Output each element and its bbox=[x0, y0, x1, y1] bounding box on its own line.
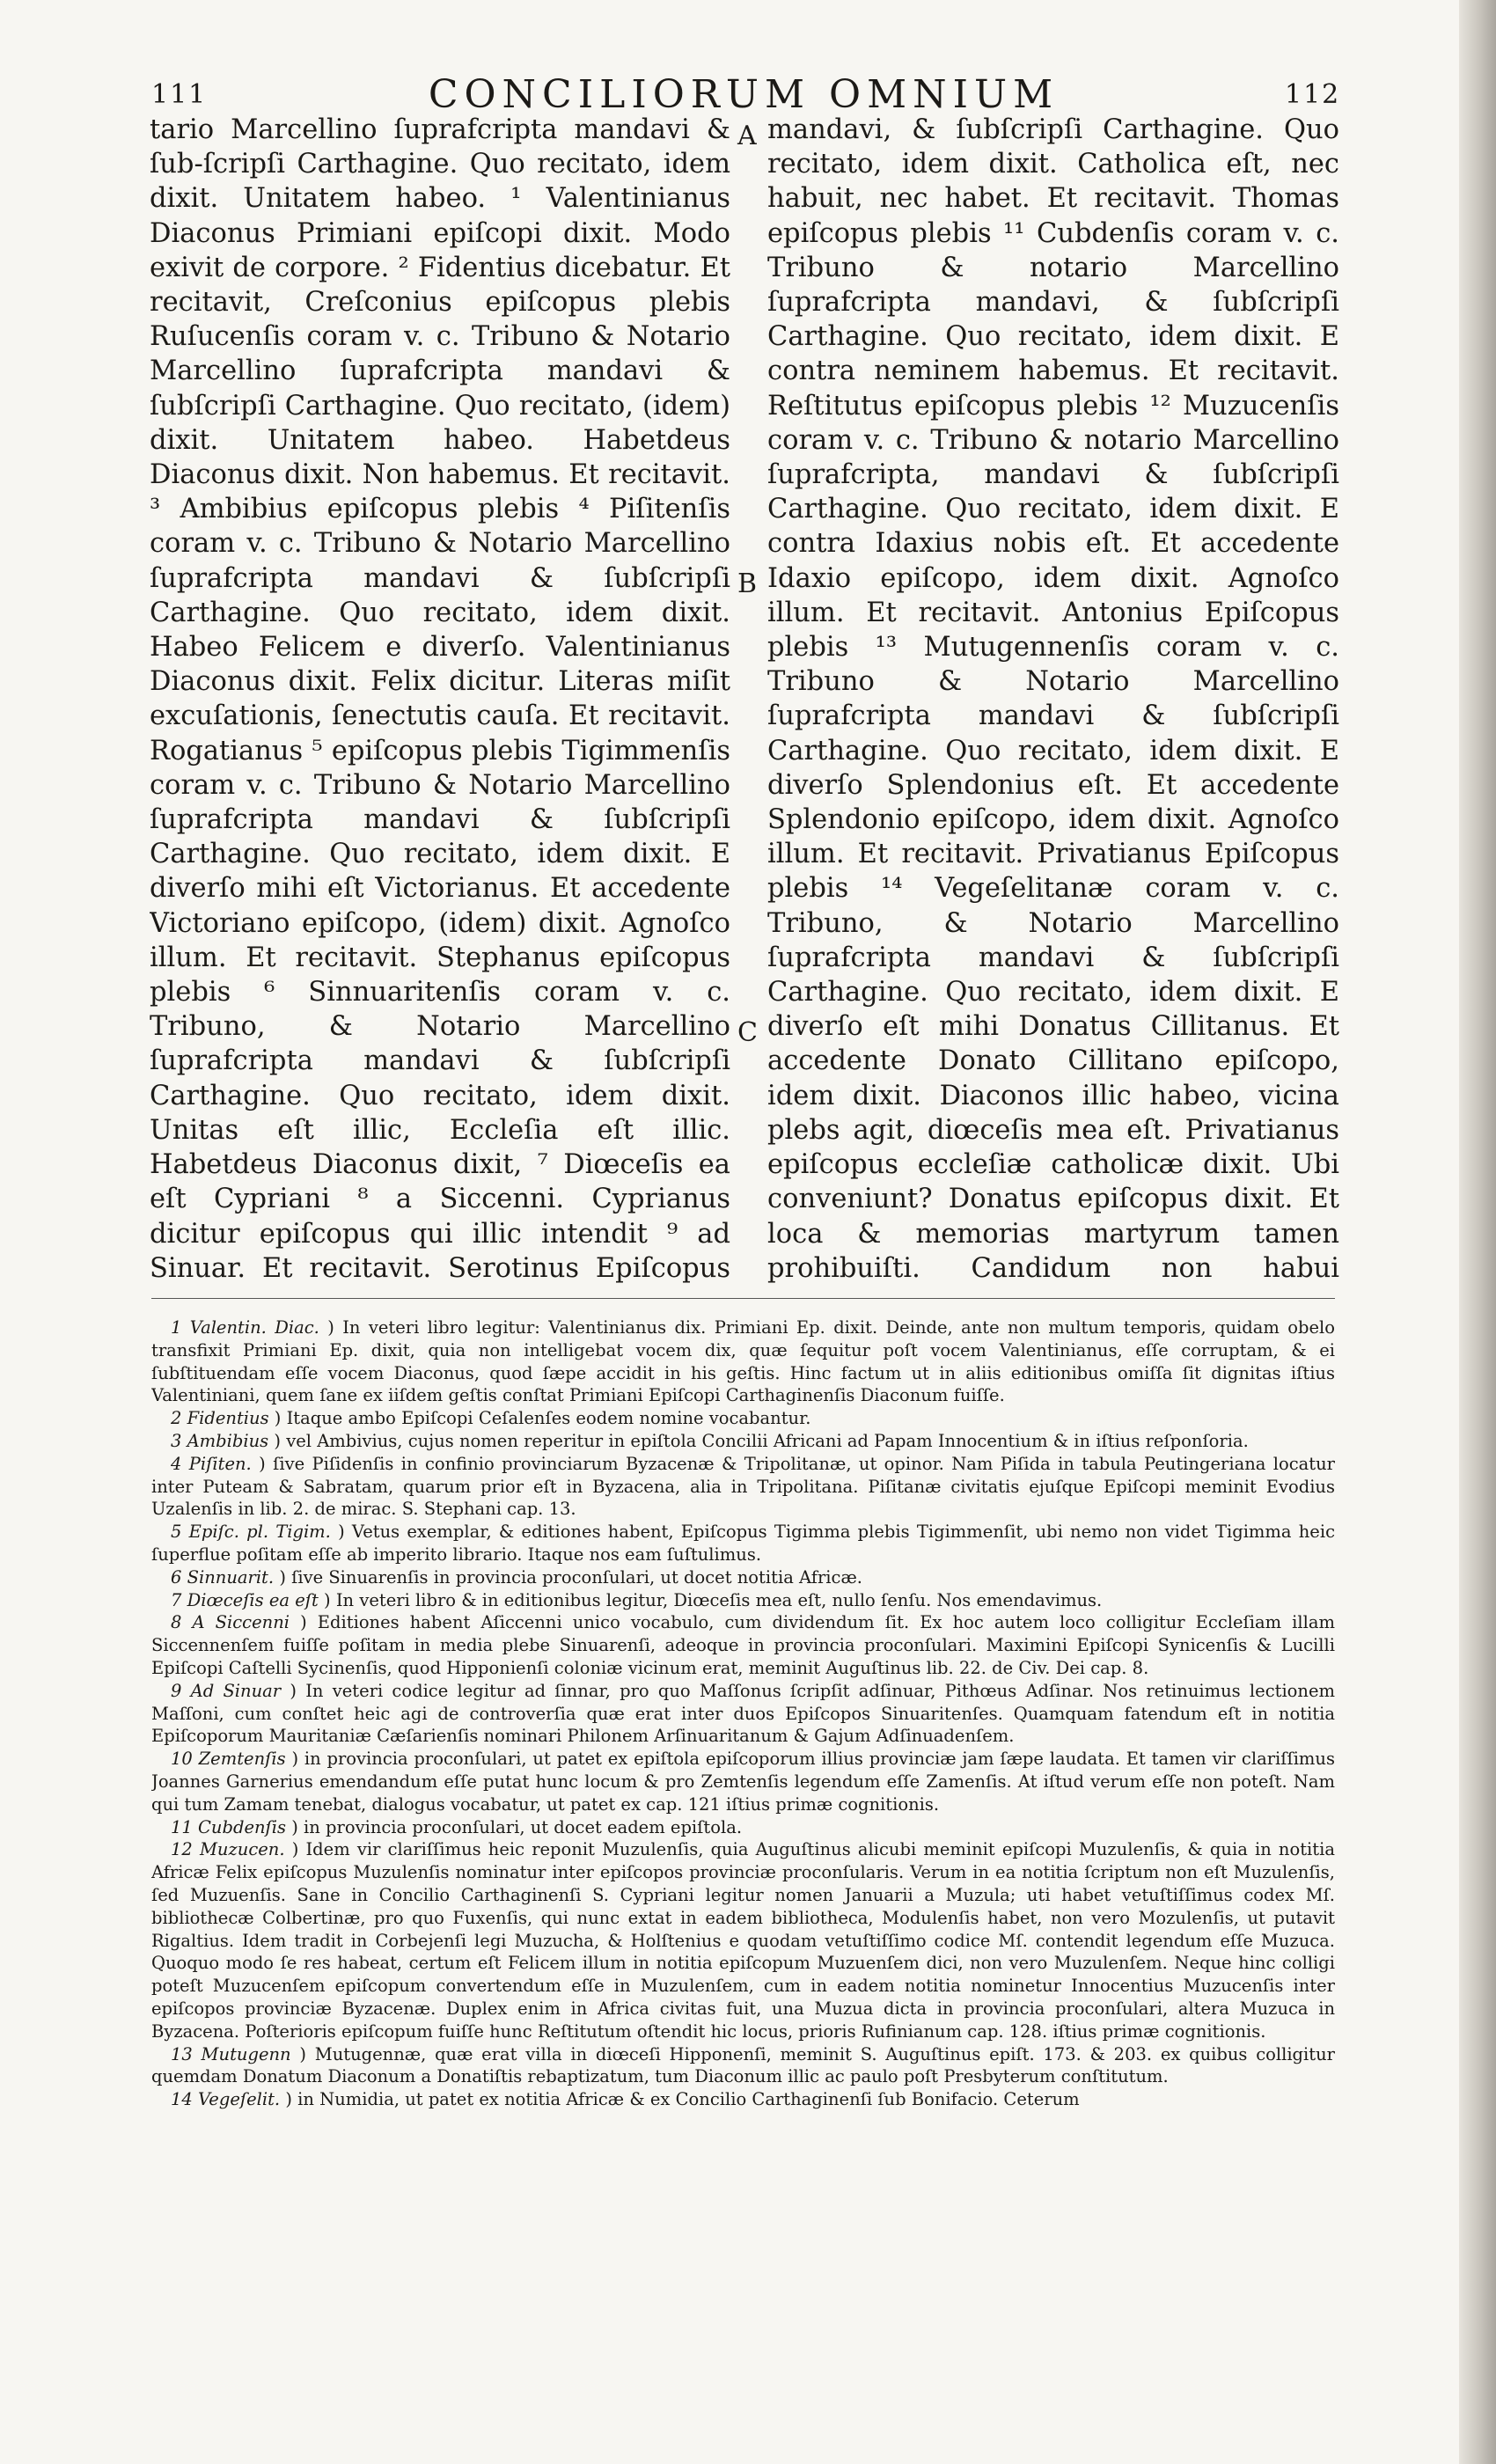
footnote bbox=[151, 1566, 1335, 1589]
footnote-key: 4 Piſiten. bbox=[171, 1453, 252, 1474]
footnote bbox=[151, 1748, 1335, 1815]
margin-letter-a: A bbox=[737, 121, 757, 151]
footnote bbox=[151, 1680, 1335, 1748]
running-head bbox=[0, 72, 1487, 116]
page-edge-shadow bbox=[1459, 0, 1496, 2464]
page-number-right: 112 bbox=[1285, 79, 1341, 110]
footnote-key: 6 Sinnuarit. bbox=[171, 1566, 275, 1588]
footnote-key: 3 Ambibius bbox=[171, 1430, 269, 1451]
footnote bbox=[151, 2088, 1335, 2111]
footnote-key: 14 Vegeſelit. bbox=[171, 2089, 281, 2110]
page-number-left: 111 bbox=[151, 79, 208, 110]
margin-letter-c: C bbox=[737, 1017, 758, 1048]
footnote-text: ) in provincia proconſulari, ut patet ex epiſtola epiſcoporum illius provinciæ jam ſæpe laudata. Et tamen vir clariſſimus Joannes Garnerius emendandum eſſe putat hunc locum & pro Zemtenſis legendum eſſe Zamenſis. At iſtud verum eſſe non poteſt. Nam qui tum Zamam tenebat, dialogus vocabatur, ut patet ex cap. 121 iſtius primæ cognitionis. bbox=[151, 1749, 1335, 1815]
footnote-key: 5 Epiſc. pl. Tigim. bbox=[171, 1522, 331, 1543]
footnote-text: ) ſive Piſidenſis in confinio provinciarum Byzacenæ & Tripolitanæ, ut opinor. Nam Piſida in tabula Peutingeriana locatur inter Puteam & Sabratam, quarum prior eſt in Byzacena, alia in Tripolitana. Piſitanæ civitatis ejuſque Epiſcopi meminit Evodius Uzalenſis in lib. 2. de mirac. S. Stephani cap. 13. bbox=[151, 1453, 1335, 1520]
footnote bbox=[151, 1838, 1335, 2042]
footnotes bbox=[151, 1316, 1335, 2315]
footnote-text: ) In veteri codice legitur ad ſinnar, pro quo Maſſonus ſcripſit adſinuar, Pithœus Adſinar. Nos retinuimus lectionem Maſſoni, cum conſtet heic agi de controverſia quæ erat inter duos Epiſcopos Sinuaritenſes. Quamquam fatendum eſt in notitia Epiſcoporum Mauritaniæ Cæſarienſis nominari Philonem Arſinuaritanum & Gajum Adſinuadenſem. bbox=[151, 1680, 1335, 1747]
footnote bbox=[151, 1430, 1335, 1453]
footnote-text: ) Itaque ambo Epiſcopi Ceſalenſes eodem nomine vocabantur. bbox=[274, 1408, 811, 1429]
footnote bbox=[151, 1589, 1335, 1612]
footnote-key: 7 Diœceſis ea eſt bbox=[171, 1589, 319, 1610]
footnote-text: ) Idem vir clariſſimus heic reponit Muzulenſis, quia Auguſtinus alicubi meminit epiſcopi Muzulenſis, & quia in notitia Africæ Felix epiſcopus Muzulenſis nominatur inter epiſcopos provinciæ proconſularis. Verum in ea notitia ſcriptum non eſt Muzulenſis, ſed Muzuenſis. Sane in Concilio Carthaginenſi S. Cypriani legitur nomen Januarii a Muzula; uti habet vetuſtiſſimus codex Mſ. bibliothecæ Colbertinæ, pro quo Fuxenſis, qui nunc extat in eadem bibliotheca, Modulenſis habet, non vero Mozulenſis, ut putavit Rigaltius. Idem tradit in Corbejenſi legi Muzucha, & Holſtenius e quodam vetuſtiſſimo codice Mſ. contendit legendum eſſe Muzuca. Quoquo modo ſe res habeat, certum eſt Felicem illum in notitia epiſcopum Muzuenſem dici, non vero Muzulenſem. Neque hinc colligi poteſt Muzucenſem epiſcopum convertendum eſſe in Muzulenſem, cum in eadem notitia nominetur Innocentius Muzucenſis inter epiſcopos provinciæ Byzacenæ. Duplex enim in Africa civitas fuit, una Muzua dicta in provincia proconſulari, altera Muzuca in Byzacena. Poſterioris epiſcopum fuiſſe hunc Reſtitutum oſtendit hic locus, prioris Rufinianum cap. 128. iſtius primæ cognitionis. bbox=[151, 1839, 1335, 2042]
footnote-key: 11 Cubdenſis bbox=[171, 1816, 287, 1837]
footnote bbox=[151, 1316, 1335, 1407]
footnote-key: 12 Muzucen. bbox=[171, 1839, 285, 1860]
margin-letter-b: B bbox=[737, 568, 758, 599]
footnote bbox=[151, 1453, 1335, 1521]
footnote-key: 8 A Siccenni bbox=[171, 1612, 290, 1633]
footnote bbox=[151, 1816, 1335, 1839]
footnote-text: ) Editiones habent Aſiccenni unico vocabulo, cum dividendum ſit. Ex hoc autem loco colligitur Eccleſiam illam Siccennenſem fuiſſe poſitam in media plebe Sinuarenſi, adeoque in provincia proconſulari. Maximini Epiſcopi Synicenſis & Lucilli Epiſcopi Caſtelli Sycinenſis, quod Hipponienſi coloniæ vicinum erat, meminit Auguſtinus lib. 22. de Civ. Dei cap. 8. bbox=[151, 1612, 1335, 1678]
footnote-text: ) Mutugennæ, quæ erat villa in diœceſi Hipponenſi, meminit S. Auguſtinus epiſt. 173. & 203. ex quibus colligitur quemdam Donatum Diaconum a Donatiſtis rebaptizatum, tum Diaconum illic ac paulo poſt Presbyterum conſtitutum. bbox=[151, 2043, 1335, 2087]
footnote bbox=[151, 1407, 1335, 1430]
footnote-key: 13 Mutugenn bbox=[171, 2043, 291, 2064]
right-column bbox=[767, 113, 1339, 1283]
page-title: CONCILIORUM OMNIUM bbox=[428, 72, 1060, 117]
footnote-key: 9 Ad Sinuar bbox=[171, 1680, 282, 1701]
right-column-text: mandavi, & ſubſcripſi Carthagine. Quo recitato, idem dixit. Catholica eſt, nec habuit, nec habet. Et recitavit. Thomas epiſcopus plebis ¹¹ Cubdenſis coram v. c. Tribuno & notario Marcellino ſuprafcripta mandavi, & ſubſcripſi Carthagine. Quo recitato, idem dixit. E contra neminem habemus. Et recitavit. Reſtitutus epiſcopus plebis ¹² Muzucenſis coram v. c. Tribuno & notario Marcellino ſuprafcripta, mandavi & ſubſcripſi Carthagine. Quo recitato, idem dixit. E contra Idaxius nobis eſt. Et accedente Idaxio epiſcopo, idem dixit. Agnoſco illum. Et recitavit. Antonius Epiſcopus plebis ¹³ Mutugennenſis coram v. c. Tribuno & Notario Marcellino ſuprafcripta mandavi & ſubſcripſi Carthagine. Quo recitato, idem dixit. E diverſo Splendonius eſt. Et accedente Splendonio epiſcopo, idem dixit. Agnoſco illum. Et recitavit. Privatianus Epiſcopus plebis ¹⁴ Vegeſelitanæ coram v. c. Tribuno, & Notario Marcellino ſuprafcripta mandavi & ſubſcripſi Carthagine. Quo recitato, idem dixit. E diverſo eſt mihi Donatus Cillitanus. Et accedente Donato Cillitano epiſcopo, idem dixit. Diaconos illic habeo, vicina plebs agit, diœceſis mea eſt. Privatianus epiſcopus eccleſiæ catholicæ dixit. Ubi conveniunt? Donatus epiſcopus dixit. Et loca & memorias martyrum tamen prohibuiſti. Candidum non habui bbox=[767, 114, 1339, 1283]
footnote-key: 10 Zemtenſis bbox=[171, 1749, 286, 1770]
footnote-text: ) ſive Sinuarenſis in provincia proconſulari, ut docet notitia Africæ. bbox=[279, 1566, 862, 1588]
footnote bbox=[151, 1521, 1335, 1566]
footnote-key: 1 Valentin. Diac. bbox=[171, 1317, 319, 1338]
footnote-text: ) In veteri libro legitur: Valentinianus dix. Primiani Ep. dixit. Deinde, ante non multum temporis, quidam obelo transfixit Primiani Ep. dixit, quia non intelligebat vocem dix, quæ ſequitur poſt vocem Valentinianus, eſſe corruptam, & ei ſubſtituendam eſſe vocem Diaconus, quod ſæpe accidit in his geſtis. Hinc factum ut in aliis editionibus omiſſa ſit dignitas iſtius Valentiniani, quem ſane ex iiſdem geſtis conſtat Primiani Epiſcopi Carthaginenſis Diaconum fuiſſe. bbox=[151, 1317, 1335, 1406]
footnote bbox=[151, 2043, 1335, 2089]
footnote-key: 2 Fidentius bbox=[171, 1408, 269, 1429]
footnote-rule bbox=[151, 1298, 1335, 1299]
left-column bbox=[150, 113, 730, 1283]
footnote-text: ) In veteri libro & in editionibus legitur, Diœceſis mea eſt, nullo ſenſu. Nos emendavimus. bbox=[324, 1589, 1103, 1610]
footnote-text: ) in provincia proconſulari, ut docet eadem epiſtola. bbox=[291, 1816, 743, 1837]
footnote bbox=[151, 1611, 1335, 1679]
footnote-text: ) vel Ambivius, cujus nomen reperitur in epiſtola Concilii Africani ad Papam Innocentium & in iſtius reſponſoria. bbox=[274, 1430, 1249, 1451]
left-column-text: tario Marcellino ſuprafcripta mandavi & ſub-ſcripſi Carthagine. Quo recitato, idem dixit. Unitatem habeo. ¹ Valentinianus Diaconus Primiani epiſcopi dixit. Modo exivit de corpore. ² Fidentius dicebatur. Et recitavit, Creſconius epiſcopus plebis Ruſucenſis coram v. c. Tribuno & Notario Marcellino ſuprafcripta mandavi & ſubſcripſi Carthagine. Quo recitato, (idem) dixit. Unitatem habeo. Habetdeus Diaconus dixit. Non habemus. Et recitavit. ³ Ambibius epiſcopus plebis ⁴ Piſitenſis coram v. c. Tribuno & Notario Marcellino ſuprafcripta mandavi & ſubſcripſi Carthagine. Quo recitato, idem dixit. Habeo Felicem e diverſo. Valentinianus Diaconus dixit. Felix dicitur. Literas miſit excuſationis, ſenectutis cauſa. Et recitavit. Rogatianus ⁵ epiſcopus plebis Tigimmenſis coram v. c. Tribuno & Notario Marcellino ſuprafcripta mandavi & ſubſcripſi Carthagine. Quo recitato, idem dixit. E diverſo mihi eſt Victorianus. Et accedente Victoriano epiſcopo, (idem) dixit. Agnoſco illum. Et recitavit. Stephanus epiſcopus plebis ⁶ Sinnuaritenſis coram v. c. Tribuno, & Notario Marcellino ſuprafcripta mandavi & ſubſcripſi Carthagine. Quo recitato, idem dixit. Unitas eſt illic, Eccleſia eſt illic. Habetdeus Diaconus dixit, ⁷ Diœceſis ea eſt Cypriani ⁸ a Siccenni. Cyprianus dicitur epiſcopus qui illic intendit ⁹ ad Sinuar. Et recitavit. Serotinus Epiſcopus bbox=[150, 114, 730, 1283]
footnote-text: ) in Numidia, ut patet ex notitia Africæ & ex Concilio Carthaginenſi ſub Bonifacio. Ceterum bbox=[285, 2089, 1080, 2110]
footnote-text: ) Vetus exemplar, & editiones habent, Epiſcopus Tigimma plebis Tigimmenſit, ubi nemo non videt Tigimma heic ſuperflue poſitam eſſe ab imperito librario. Itaque nos eam ſuſtulimus. bbox=[151, 1522, 1335, 1565]
